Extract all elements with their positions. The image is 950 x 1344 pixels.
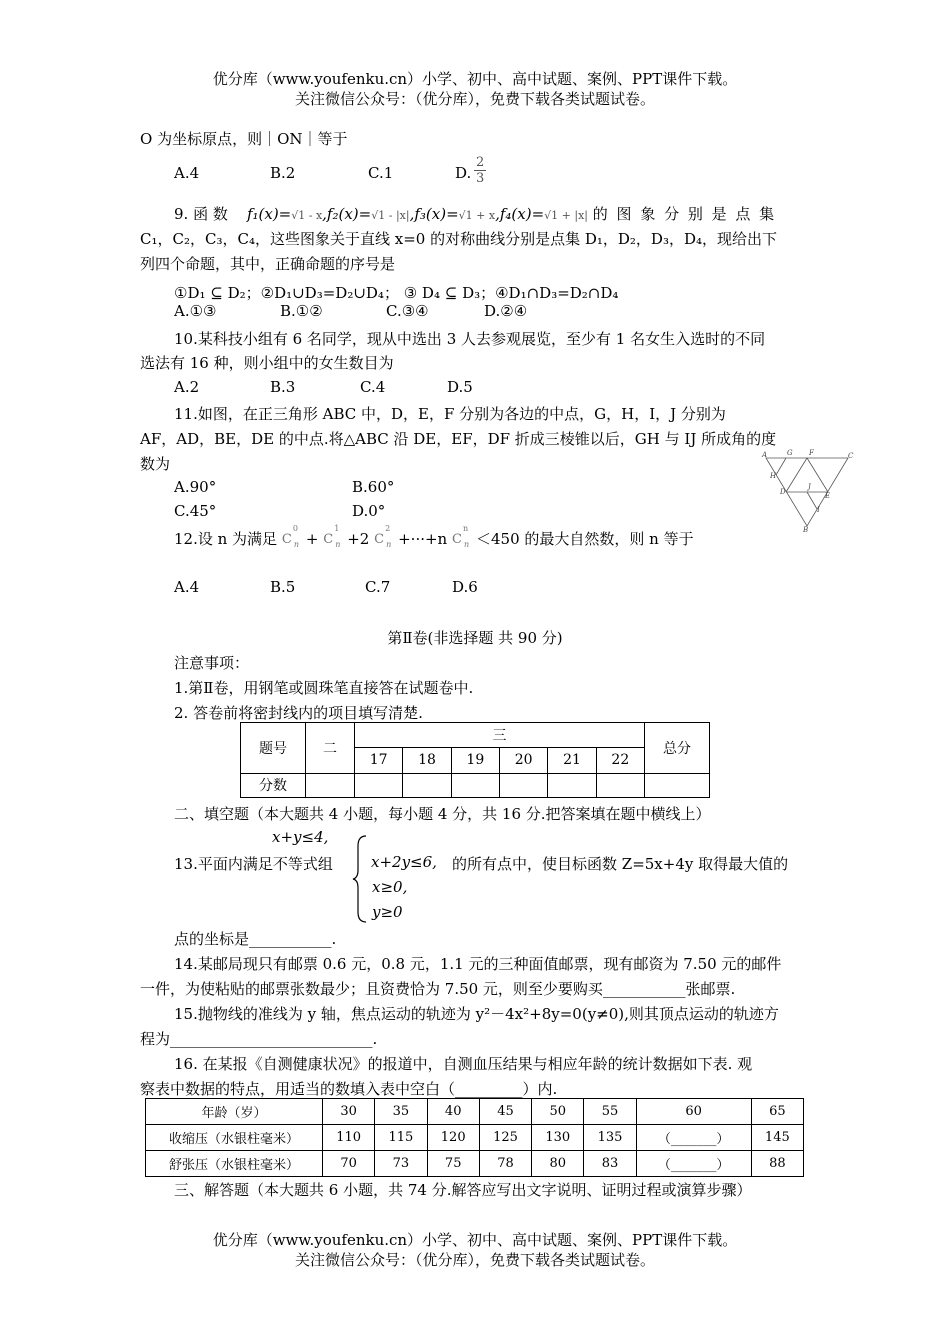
score-cell[interactable] — [499, 773, 547, 797]
header-line-2: 关注微信公众号：（优分库），免费下载各类试题试卷。 — [294, 90, 655, 108]
bp-systolic: 115 — [375, 1125, 427, 1151]
bp-diastolic: 75 — [427, 1151, 479, 1177]
q8-option-d-fraction — [474, 155, 486, 186]
q8-option-d: D. — [455, 164, 472, 182]
q11-option-a: A.90° — [174, 478, 217, 496]
notice-1: 1.第Ⅱ卷，用钢笔或圆珠笔直接答在试题卷中. — [174, 679, 474, 697]
part2-title: 第Ⅱ卷(非选择题 共 90 分) — [387, 629, 563, 647]
q11-line-3: 数为 — [140, 455, 171, 473]
score-table-num: 21 — [548, 748, 596, 773]
q9-f1: f₁(x)= — [246, 205, 292, 223]
q9-sqrt3: √1 + x — [458, 209, 496, 222]
bp-systolic: 125 — [479, 1125, 531, 1151]
bp-systolic: 145 — [751, 1125, 803, 1151]
q9-sqrt2: √1 - |x| — [371, 209, 410, 222]
label-b: B — [803, 526, 809, 532]
q9-option-a: A.①③ — [174, 302, 217, 320]
bp-diastolic: 70 — [323, 1151, 375, 1177]
q13-sys-4: y≥0 — [372, 903, 403, 921]
label-e: E — [825, 492, 831, 500]
score-cell[interactable] — [645, 773, 710, 797]
label-j: J — [808, 483, 811, 491]
q13-brace — [352, 834, 368, 924]
footer-line-2: 关注微信公众号：（优分库），免费下载各类试题试卷。 — [294, 1251, 655, 1269]
bp-row-label: 收缩压（水银柱毫米） — [146, 1125, 323, 1151]
q9-line-1 — [174, 203, 776, 224]
bp-age: 55 — [584, 1099, 636, 1125]
q11-line-1: 11.如图，在正三角形 ABC 中，D，E，F 分别为各边的中点，G，H，I，J 分别为 — [174, 405, 726, 423]
q12-prefix: 12.设 n 为满足 — [174, 530, 278, 548]
bp-diastolic: 80 — [532, 1151, 584, 1177]
q12-plus-3: +···+n — [398, 530, 448, 548]
q9-sqrt1: √1 - x — [291, 209, 323, 222]
q10-line-2: 选法有 16 种，则小组中的女生数目为 — [140, 354, 394, 372]
q8-d-denominator: 3 — [476, 171, 485, 186]
q13-line-end: 点的坐标是___________. — [174, 930, 337, 948]
q9-line-3: 列四个命题，其中，正确命题的序号是 — [140, 255, 396, 273]
q14-line-2: 一件，为使粘贴的邮票张数最少；且资费恰为 7.50 元，则至少要购买___________张邮票. — [140, 980, 736, 998]
bp-age: 40 — [427, 1099, 479, 1125]
score-table-zongfen: 总分 — [645, 723, 710, 774]
q14-line-1: 14.某邮局现只有邮票 0.6 元，0.8 元，1.1 元的三种面值邮票，现有邮资为 7.50 元的邮件 — [174, 955, 782, 973]
q12-plus-2: +2 — [347, 530, 370, 548]
footer-line-1: 优分库（www.youfenku.cn）小学、初中、高中试题、案例、PPT课件下载。 — [212, 1231, 738, 1249]
score-table-num: 19 — [451, 748, 499, 773]
bp-diastolic: 78 — [479, 1151, 531, 1177]
bp-diastolic: 83 — [584, 1151, 636, 1177]
q11-triangle-figure — [760, 446, 855, 532]
score-table-num: 18 — [403, 748, 451, 773]
score-table-num: 20 — [499, 748, 547, 773]
q16-line-2: 察表中数据的特点，用适当的数填入表中空白（_________）内. — [140, 1080, 558, 1098]
q10-option-b: B.3 — [270, 378, 296, 396]
score-table-er: 二 — [306, 723, 355, 774]
score-table-fenshu: 分数 — [241, 773, 306, 797]
q11-option-b: B.60° — [352, 478, 395, 496]
q9-f3: ,f₃(x)= — [409, 205, 459, 223]
q9-line-4: ①D₁ ⊆ D₂；②D₁∪D₃=D₂∪D₄； ③ D₄ ⊆ D₃；④D₁∩D₃=D₂∩D₄ — [174, 284, 619, 302]
q13-suffix: 的所有点中，使目标函数 Z=5x+4y 取得最大值的 — [452, 855, 789, 873]
q9-prefix: 9. 函 数 — [174, 205, 228, 223]
q13-sys-3: x≥0, — [372, 878, 408, 896]
score-cell[interactable] — [403, 773, 451, 797]
section-3-heading: 三、解答题（本大题共 6 小题，共 74 分.解答应写出文字说明、证明过程或演算步骤） — [174, 1181, 752, 1199]
segment-fd — [786, 458, 807, 492]
bp-age: 65 — [751, 1099, 803, 1125]
q12-option-a: A.4 — [174, 578, 200, 596]
bp-age: 30 — [323, 1099, 375, 1125]
q11-option-c: C.45° — [174, 502, 217, 520]
q9-option-c: C.③④ — [386, 302, 429, 320]
q12-option-b: B.5 — [270, 578, 296, 596]
header-line-1: 优分库（www.youfenku.cn）小学、初中、高中试题、案例、PPT课件下载。 — [212, 70, 738, 88]
q10-option-a: A.2 — [174, 378, 200, 396]
q8-d-numerator: 2 — [476, 155, 485, 170]
label-g: G — [787, 449, 793, 457]
bp-systolic: 120 — [427, 1125, 479, 1151]
q11-line-2: AF，AD，BE，DE 的中点.将△ABC 沿 DE，EF，DF 折成三棱锥以后，GH 与 IJ 所成角的度 — [140, 430, 777, 448]
q9-f2: ,f₂(x)= — [322, 205, 372, 223]
q12-binom-0: C 0 n — [281, 524, 299, 549]
q15-line-1: 15.抛物线的准线为 y 轴，焦点运动的轨迹为 y²－4x²+8y=0(y≠0),则其顶点运动的轨迹方 — [174, 1005, 779, 1023]
q9-line-2: C₁，C₂，C₃，C₄，这些图象关于直线 x=0 的对称曲线分别是点集 D₁，D₂，D₃，D₄，现给出下 — [140, 230, 777, 248]
score-cell[interactable] — [355, 773, 403, 797]
score-cell[interactable] — [306, 773, 355, 797]
q11-option-d: D.0° — [352, 502, 386, 520]
q13-prefix: 13.平面内满足不等式组 — [174, 855, 333, 873]
score-cell[interactable] — [451, 773, 499, 797]
bp-table — [145, 1098, 804, 1177]
q10-option-c: C.4 — [360, 378, 386, 396]
score-table-num: 22 — [596, 748, 644, 773]
notice-title: 注意事项： — [174, 654, 250, 672]
label-h: H — [770, 472, 777, 480]
q9-suffix: 的 图 象 分 别 是 点 集 — [592, 205, 777, 223]
q16-line-1: 16. 在某报《自测健康状况》的报道中，自测血压结果与相应年龄的统计数据如下表. 观 — [174, 1055, 753, 1073]
label-d: D — [780, 488, 786, 496]
bp-age: 45 — [479, 1099, 531, 1125]
q12-plus-1: + — [305, 530, 319, 548]
bp-diastolic: 88 — [751, 1151, 803, 1177]
bp-row-label: 年龄（岁） — [146, 1099, 323, 1125]
q9-f4: ,f₄(x)= — [495, 205, 545, 223]
section-2-heading: 二、填空题（本大题共 4 小题，每小题 4 分，共 16 分.把答案填在题中横线上） — [174, 805, 711, 823]
q13-sys-2: x+2y≤6, — [371, 853, 437, 871]
score-table-san: 三 — [355, 723, 645, 748]
label-i: I — [817, 506, 820, 514]
q8-option-b: B.2 — [270, 164, 296, 182]
notice-2: 2. 答卷前将密封线内的项目填写清楚. — [174, 704, 423, 722]
q13-sys-1: x+y≤4, — [272, 828, 329, 846]
bp-systolic: 135 — [584, 1125, 636, 1151]
q8-option-c: C.1 — [368, 164, 394, 182]
bp-age: 35 — [375, 1099, 427, 1125]
score-cell[interactable] — [548, 773, 596, 797]
segment-ij — [807, 492, 817, 509]
bp-age: 60 — [636, 1099, 751, 1125]
bp-systolic: 110 — [323, 1125, 375, 1151]
q8-stem-tail: O 为坐标原点，则｜ON｜等于 — [140, 130, 348, 148]
label-a: A — [762, 451, 768, 459]
label-f: F — [809, 449, 814, 457]
q12-option-d: D.6 — [452, 578, 478, 596]
q9-option-b: B.①② — [280, 302, 323, 320]
score-table-num: 17 — [355, 748, 403, 773]
q12-option-c: C.7 — [365, 578, 391, 596]
score-cell[interactable] — [596, 773, 644, 797]
label-c: C — [848, 452, 854, 460]
segment-gh — [776, 458, 786, 475]
q12-binom-1: C 1 n — [323, 524, 341, 549]
q12-suffix: ＜450 的最大自然数，则 n 等于 — [476, 530, 694, 548]
q15-line-2: 程为___________________________. — [140, 1030, 378, 1048]
bp-age: 50 — [532, 1099, 584, 1125]
q10-line-1: 10.某科技小组有 6 名同学，现从中选出 3 人去参观展览，至少有 1 名女生入选时的不同 — [174, 330, 766, 348]
bp-systolic: 130 — [532, 1125, 584, 1151]
q12-line — [174, 524, 694, 550]
bp-row-label: 舒张压（水银柱毫米） — [146, 1151, 323, 1177]
q12-binom-n: C n n — [452, 524, 470, 549]
q8-option-a: A.4 — [174, 164, 200, 182]
q9-sqrt4: √1 + |x| — [544, 209, 588, 222]
score-table-tihao: 题号 — [241, 723, 306, 774]
bp-systolic-blank[interactable]: （_______） — [636, 1125, 751, 1151]
q10-option-d: D.5 — [447, 378, 473, 396]
score-table — [240, 722, 710, 798]
bp-diastolic-blank[interactable]: （_______） — [636, 1151, 751, 1177]
q12-binom-2: C 2 n — [374, 524, 392, 549]
q9-option-d: D.②④ — [484, 302, 528, 320]
bp-diastolic: 73 — [375, 1151, 427, 1177]
